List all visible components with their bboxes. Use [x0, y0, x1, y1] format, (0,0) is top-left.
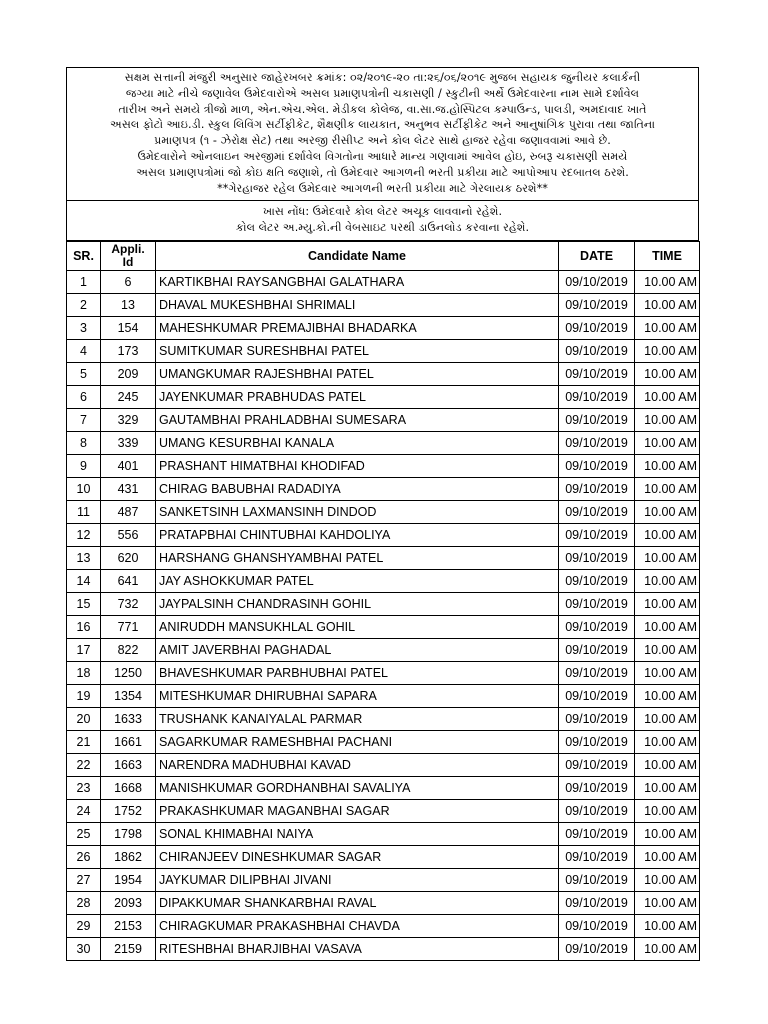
- table-row: [67, 386, 700, 409]
- cell-date: 09/10/2019: [559, 800, 635, 823]
- cell-appl-id: 556: [101, 524, 156, 547]
- cell-sr: 15: [67, 593, 101, 616]
- candidate-table: [66, 241, 700, 961]
- cell-candidate-name: CHIRAG BABUBHAI RADADIYA: [156, 478, 559, 501]
- header-candidate-name: Candidate Name: [156, 242, 559, 271]
- cell-time: 10.00 AM: [635, 846, 700, 869]
- header-appl-id: [101, 242, 156, 271]
- cell-sr: 28: [67, 892, 101, 915]
- cell-sr: 7: [67, 409, 101, 432]
- cell-date: 09/10/2019: [559, 478, 635, 501]
- cell-sr: 4: [67, 340, 101, 363]
- cell-appl-id: 209: [101, 363, 156, 386]
- cell-appl-id: 1954: [101, 869, 156, 892]
- cell-time: 10.00 AM: [635, 386, 700, 409]
- cell-candidate-name: CHIRAGKUMAR PRAKASHBHAI CHAVDA: [156, 915, 559, 938]
- cell-candidate-name: MANISHKUMAR GORDHANBHAI SAVALIYA: [156, 777, 559, 800]
- notice-line: તારીખ અને સમયે ત્રીજો માળ, એન.એચ.એલ. મેડીકલ કોલેજ, વા.સા.જ.હોસ્પિટલ કમ્પાઉન્ડ, પાલડી, અમદાવાદ ખાતે: [118, 102, 647, 116]
- header-sr: SR.: [67, 242, 101, 271]
- cell-time: 10.00 AM: [635, 547, 700, 570]
- cell-sr: 27: [67, 869, 101, 892]
- cell-date: 09/10/2019: [559, 823, 635, 846]
- table-row: [67, 639, 700, 662]
- table-row: [67, 685, 700, 708]
- table-row: [67, 501, 700, 524]
- cell-candidate-name: SAGARKUMAR RAMESHBHAI PACHANI: [156, 731, 559, 754]
- cell-sr: 25: [67, 823, 101, 846]
- table-row: [67, 271, 700, 294]
- cell-time: 10.00 AM: [635, 340, 700, 363]
- cell-candidate-name: GAUTAMBHAI PRAHLADBHAI SUMESARA: [156, 409, 559, 432]
- cell-date: 09/10/2019: [559, 616, 635, 639]
- special-note-line: ખાસ નોંધ: ઉમેદવારે કોલ લેટર અચૂક લાવવાનો રહેશે.: [262, 205, 503, 218]
- notice-box: [66, 67, 699, 201]
- cell-time: 10.00 AM: [635, 432, 700, 455]
- cell-appl-id: 620: [101, 547, 156, 570]
- cell-appl-id: 431: [101, 478, 156, 501]
- cell-sr: 14: [67, 570, 101, 593]
- cell-candidate-name: SUMITKUMAR SURESHBHAI PATEL: [156, 340, 559, 363]
- cell-time: 10.00 AM: [635, 271, 700, 294]
- table-row: [67, 869, 700, 892]
- notice-line: સક્ષમ સત્તાની મંજુરી અનુસાર જાહેરખબર ક્રમાંક: ૦૨/૨૦૧૯-૨૦ તા:૨૬/૦૬/૨૦૧૯ મુજબ સહાયક જુનીયર કલાર્કની: [124, 71, 641, 84]
- table-row: [67, 892, 700, 915]
- cell-time: 10.00 AM: [635, 685, 700, 708]
- table-row: [67, 455, 700, 478]
- cell-date: 09/10/2019: [559, 708, 635, 731]
- cell-date: 09/10/2019: [559, 386, 635, 409]
- cell-sr: 11: [67, 501, 101, 524]
- cell-time: 10.00 AM: [635, 501, 700, 524]
- cell-appl-id: 1661: [101, 731, 156, 754]
- cell-time: 10.00 AM: [635, 800, 700, 823]
- notice-line: ઉમેદવારોને ઓનલાઇન અરજીમાં દર્શાવેલ વિગતોના આધારે માન્ય ગણવામાં આવેલ હોઇ, રુબરૂ ચકાસણી સમયે: [137, 149, 628, 163]
- cell-date: 09/10/2019: [559, 754, 635, 777]
- cell-date: 09/10/2019: [559, 271, 635, 294]
- cell-time: 10.00 AM: [635, 662, 700, 685]
- cell-date: 09/10/2019: [559, 938, 635, 961]
- notice-line: અસલ પ્રમાણપત્રોમાં જો કોઇ ક્ષતિ જણાશે, તો ઉમેદવાર આગળની ભરતી પ્રકીયા માટે આપોઆપ રદબાતલ ઠરશે.: [136, 165, 629, 179]
- cell-appl-id: 771: [101, 616, 156, 639]
- cell-candidate-name: SANKETSINH LAXMANSINH DINDOD: [156, 501, 559, 524]
- cell-appl-id: 1663: [101, 754, 156, 777]
- cell-date: 09/10/2019: [559, 731, 635, 754]
- cell-appl-id: 732: [101, 593, 156, 616]
- cell-date: 09/10/2019: [559, 869, 635, 892]
- cell-appl-id: 1354: [101, 685, 156, 708]
- cell-time: 10.00 AM: [635, 777, 700, 800]
- table-row: [67, 547, 700, 570]
- cell-time: 10.00 AM: [635, 892, 700, 915]
- cell-time: 10.00 AM: [635, 363, 700, 386]
- table-row: [67, 409, 700, 432]
- table-row: [67, 823, 700, 846]
- cell-appl-id: 2159: [101, 938, 156, 961]
- table-row: [67, 524, 700, 547]
- cell-time: 10.00 AM: [635, 593, 700, 616]
- table-body: [67, 271, 700, 961]
- cell-appl-id: 1250: [101, 662, 156, 685]
- cell-sr: 8: [67, 432, 101, 455]
- table-row: [67, 846, 700, 869]
- cell-appl-id: 13: [101, 294, 156, 317]
- cell-candidate-name: JAY ASHOKKUMAR PATEL: [156, 570, 559, 593]
- table-row: [67, 363, 700, 386]
- table-row: [67, 570, 700, 593]
- cell-time: 10.00 AM: [635, 409, 700, 432]
- cell-sr: 16: [67, 616, 101, 639]
- cell-date: 09/10/2019: [559, 363, 635, 386]
- cell-sr: 3: [67, 317, 101, 340]
- cell-time: 10.00 AM: [635, 478, 700, 501]
- cell-appl-id: 822: [101, 639, 156, 662]
- cell-time: 10.00 AM: [635, 570, 700, 593]
- cell-sr: 18: [67, 662, 101, 685]
- cell-appl-id: 1633: [101, 708, 156, 731]
- cell-candidate-name: PRATAPBHAI CHINTUBHAI KAHDOLIYA: [156, 524, 559, 547]
- cell-sr: 9: [67, 455, 101, 478]
- cell-date: 09/10/2019: [559, 455, 635, 478]
- cell-time: 10.00 AM: [635, 639, 700, 662]
- cell-appl-id: 1798: [101, 823, 156, 846]
- special-note-box: [66, 201, 699, 241]
- cell-sr: 22: [67, 754, 101, 777]
- cell-sr: 5: [67, 363, 101, 386]
- cell-date: 09/10/2019: [559, 501, 635, 524]
- cell-date: 09/10/2019: [559, 685, 635, 708]
- cell-sr: 29: [67, 915, 101, 938]
- cell-candidate-name: UMANGKUMAR RAJESHBHAI PATEL: [156, 363, 559, 386]
- cell-time: 10.00 AM: [635, 731, 700, 754]
- cell-appl-id: 1668: [101, 777, 156, 800]
- cell-time: 10.00 AM: [635, 915, 700, 938]
- cell-appl-id: 173: [101, 340, 156, 363]
- header-date: DATE: [559, 242, 635, 271]
- cell-date: 09/10/2019: [559, 432, 635, 455]
- cell-time: 10.00 AM: [635, 294, 700, 317]
- cell-appl-id: 641: [101, 570, 156, 593]
- cell-date: 09/10/2019: [559, 570, 635, 593]
- cell-time: 10.00 AM: [635, 708, 700, 731]
- cell-date: 09/10/2019: [559, 294, 635, 317]
- table-row: [67, 432, 700, 455]
- cell-date: 09/10/2019: [559, 639, 635, 662]
- cell-sr: 17: [67, 639, 101, 662]
- cell-time: 10.00 AM: [635, 455, 700, 478]
- cell-date: 09/10/2019: [559, 409, 635, 432]
- cell-appl-id: 339: [101, 432, 156, 455]
- cell-candidate-name: NARENDRA MADHUBHAI KAVAD: [156, 754, 559, 777]
- cell-time: 10.00 AM: [635, 754, 700, 777]
- notice-line: અસલ ફોટો આઇ.ડી. સ્કુલ લિવિંગ સર્ટીફીકેટ, શૈક્ષણીક લાયકાત, અનુભવ સર્ટીફીકેટ અને આનુષાંગિક પુરાવા તથા જાતિના: [110, 118, 655, 132]
- cell-candidate-name: CHIRANJEEV DINESHKUMAR SAGAR: [156, 846, 559, 869]
- cell-candidate-name: MAHESHKUMAR PREMAJIBHAI BHADARKA: [156, 317, 559, 340]
- cell-candidate-name: JAYENKUMAR PRABHUDAS PATEL: [156, 386, 559, 409]
- cell-appl-id: 154: [101, 317, 156, 340]
- table-row: [67, 294, 700, 317]
- cell-candidate-name: ANIRUDDH MANSUKHLAL GOHIL: [156, 616, 559, 639]
- notice-line: પ્રમાણપત્ર (૧ - ઝેરોક્ષ સેટ) તથા અરજી રીસીપ્ટ અને કોલ લેટર સાથે હાજર રહેવા જણાવવામાં આવે છે.: [154, 134, 611, 148]
- cell-appl-id: 1752: [101, 800, 156, 823]
- table-header-row: [67, 242, 700, 271]
- cell-date: 09/10/2019: [559, 915, 635, 938]
- header-time: TIME: [635, 242, 700, 271]
- cell-time: 10.00 AM: [635, 938, 700, 961]
- cell-sr: 19: [67, 685, 101, 708]
- cell-candidate-name: DIPAKKUMAR SHANKARBHAI RAVAL: [156, 892, 559, 915]
- cell-date: 09/10/2019: [559, 547, 635, 570]
- table-row: [67, 731, 700, 754]
- cell-time: 10.00 AM: [635, 823, 700, 846]
- cell-sr: 12: [67, 524, 101, 547]
- table-row: [67, 340, 700, 363]
- table-row: [67, 800, 700, 823]
- cell-sr: 21: [67, 731, 101, 754]
- cell-candidate-name: BHAVESHKUMAR PARBHUBHAI PATEL: [156, 662, 559, 685]
- cell-appl-id: 2093: [101, 892, 156, 915]
- cell-sr: 13: [67, 547, 101, 570]
- cell-candidate-name: JAYPALSINH CHANDRASINH GOHIL: [156, 593, 559, 616]
- cell-candidate-name: DHAVAL MUKESHBHAI SHRIMALI: [156, 294, 559, 317]
- table-row: [67, 478, 700, 501]
- table-row: [67, 317, 700, 340]
- table-row: [67, 593, 700, 616]
- cell-time: 10.00 AM: [635, 524, 700, 547]
- cell-sr: 30: [67, 938, 101, 961]
- cell-appl-id: 2153: [101, 915, 156, 938]
- cell-sr: 24: [67, 800, 101, 823]
- cell-sr: 26: [67, 846, 101, 869]
- cell-candidate-name: PRASHANT HIMATBHAI KHODIFAD: [156, 455, 559, 478]
- cell-date: 09/10/2019: [559, 340, 635, 363]
- table-row: [67, 754, 700, 777]
- cell-appl-id: 329: [101, 409, 156, 432]
- cell-time: 10.00 AM: [635, 616, 700, 639]
- cell-candidate-name: AMIT JAVERBHAI PAGHADAL: [156, 639, 559, 662]
- cell-candidate-name: PRAKASHKUMAR MAGANBHAI SAGAR: [156, 800, 559, 823]
- cell-sr: 20: [67, 708, 101, 731]
- notice-line: જગ્યા માટે નીચે જણાવેલ ઉમેદવારોએ અસલ પ્રમાણપત્રોની ચકાસણી / સ્કુટીની અર્થે ઉમેદવારના નામ સામે દર્શાવેલ: [125, 86, 640, 100]
- cell-appl-id: 6: [101, 271, 156, 294]
- table-row: [67, 777, 700, 800]
- cell-candidate-name: RITESHBHAI BHARJIBHAI VASAVA: [156, 938, 559, 961]
- cell-sr: 10: [67, 478, 101, 501]
- cell-candidate-name: HARSHANG GHANSHYAMBHAI PATEL: [156, 547, 559, 570]
- document-sheet: [66, 67, 699, 961]
- cell-sr: 6: [67, 386, 101, 409]
- table-row: [67, 938, 700, 961]
- cell-candidate-name: UMANG KESURBHAI KANALA: [156, 432, 559, 455]
- cell-time: 10.00 AM: [635, 869, 700, 892]
- cell-candidate-name: JAYKUMAR DILIPBHAI JIVANI: [156, 869, 559, 892]
- header-appl-line1: Appli.: [111, 242, 145, 256]
- cell-candidate-name: MITESHKUMAR DHIRUBHAI SAPARA: [156, 685, 559, 708]
- table-row: [67, 616, 700, 639]
- cell-date: 09/10/2019: [559, 777, 635, 800]
- cell-appl-id: 401: [101, 455, 156, 478]
- special-note-line: કોલ લેટર અ.મ્યુ.કો.ની વેબસાઇટ પરથી ડાઉનલોડ કરવાના રહેશે.: [235, 221, 530, 234]
- cell-candidate-name: TRUSHANK KANAIYALAL PARMAR: [156, 708, 559, 731]
- cell-appl-id: 245: [101, 386, 156, 409]
- cell-date: 09/10/2019: [559, 524, 635, 547]
- cell-date: 09/10/2019: [559, 317, 635, 340]
- cell-date: 09/10/2019: [559, 662, 635, 685]
- notice-line: **ગેરહાજર રહેલ ઉમેદવાર આગળની ભરતી પ્રકીયા માટે ગેરલાયક ઠરશે**: [217, 181, 548, 195]
- cell-sr: 1: [67, 271, 101, 294]
- cell-candidate-name: KARTIKBHAI RAYSANGBHAI GALATHARA: [156, 271, 559, 294]
- cell-sr: 2: [67, 294, 101, 317]
- cell-date: 09/10/2019: [559, 846, 635, 869]
- header-appl-line2: Id: [122, 255, 134, 269]
- cell-appl-id: 1862: [101, 846, 156, 869]
- cell-sr: 23: [67, 777, 101, 800]
- cell-candidate-name: SONAL KHIMABHAI NAIYA: [156, 823, 559, 846]
- cell-date: 09/10/2019: [559, 892, 635, 915]
- cell-time: 10.00 AM: [635, 317, 700, 340]
- cell-date: 09/10/2019: [559, 593, 635, 616]
- table-row: [67, 708, 700, 731]
- table-row: [67, 662, 700, 685]
- table-row: [67, 915, 700, 938]
- cell-appl-id: 487: [101, 501, 156, 524]
